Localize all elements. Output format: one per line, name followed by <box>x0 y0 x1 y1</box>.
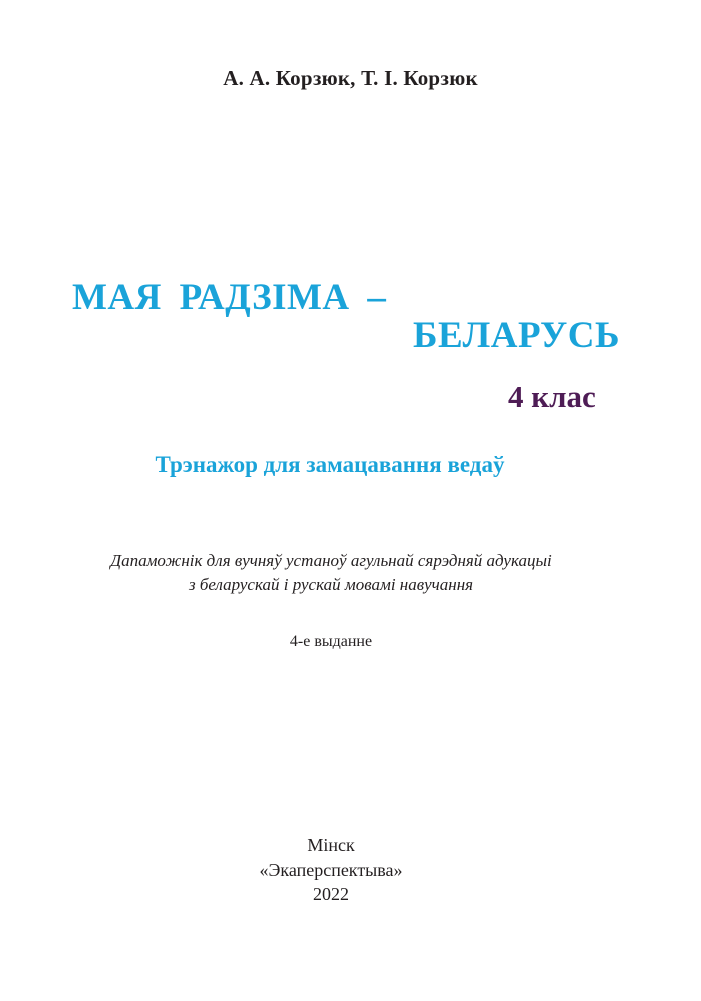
authors: А. А. Корзюк, Т. І. Корзюк <box>223 66 478 90</box>
imprint-city: Мінск <box>307 835 355 855</box>
description-line-2: з беларускай і рускай мовамі навучання <box>188 575 474 594</box>
description-line-1: Дапаможнік для вучняў устаноў агульнай сярэдняй адукацыі <box>110 551 552 570</box>
grade-label: 4 клас <box>508 379 596 414</box>
imprint-year: 2022 <box>313 884 349 904</box>
title-line-2: БЕЛАРУСЬ <box>413 315 620 356</box>
subtitle: Трэнажор для замацавання ведаў <box>155 452 505 477</box>
edition-label: 4-е выданне <box>289 633 373 650</box>
imprint-publisher: «Экаперспектыва» <box>259 860 403 880</box>
title-line-1: МАЯ РАДЗІМА – <box>72 277 387 318</box>
